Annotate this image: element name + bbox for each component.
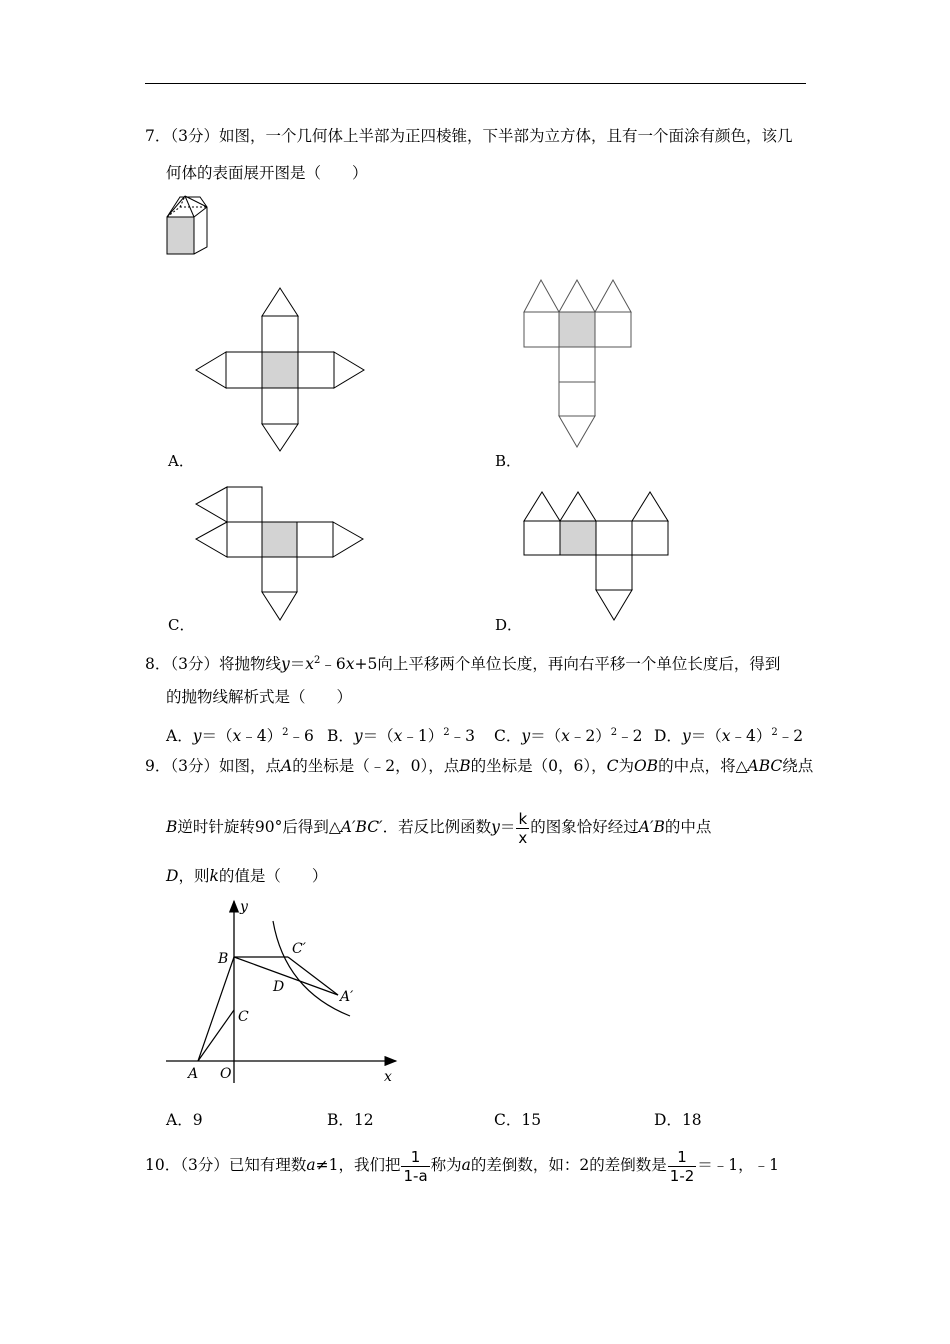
q9-t2-AB: A′B — [638, 818, 665, 836]
q10-number: 10． — [145, 1156, 181, 1174]
q9-frac-den: x — [518, 828, 528, 847]
q8-option-d-tail: ﹣2 — [777, 727, 804, 745]
q9-t2c: 的图象恰好经过 — [530, 818, 639, 836]
q9-option-d-value: 18 — [681, 1111, 702, 1129]
q8-option-a[interactable] — [166, 723, 314, 746]
q8-option-a-body: ﹣4） — [241, 727, 283, 745]
q9-option-c-value: 15 — [521, 1111, 542, 1129]
q9-t1-ABC: ABC — [747, 757, 783, 775]
q9-label-x: x — [384, 1069, 392, 1085]
q7-option-a[interactable]: A． — [168, 452, 194, 470]
q8-option-b-sup: 2 — [443, 727, 450, 738]
q10-frac1-num: 1 — [401, 1148, 429, 1167]
q8-option-c-tail: ﹣2 — [617, 727, 643, 745]
q8-line2: 的抛物线解析式是（ ） — [166, 688, 353, 706]
q7-solid-figure — [160, 190, 220, 260]
q9-t1-B: B — [459, 757, 471, 775]
q9-label-d: D — [273, 979, 285, 995]
q9-t1c: 的坐标是（0，6）， — [470, 757, 607, 775]
q9-label-a: A — [188, 1066, 199, 1082]
q7-text-1: 如图，一个几何体上半部为正四棱锥，下半部为立方体，且有一个面涂有颜色，该几 — [219, 127, 793, 145]
q8-option-b-x: x — [393, 727, 403, 745]
q9-option-a[interactable] — [166, 1110, 203, 1130]
q8-option-b-body: ﹣1） — [402, 727, 444, 745]
q10-te: ＝﹣1，﹣1 — [697, 1156, 780, 1174]
q10-var-a2: a — [461, 1156, 471, 1174]
q9-t2b: ．若反比例函数 — [382, 818, 492, 836]
q9-option-d[interactable] — [654, 1110, 702, 1130]
q8-minus6: ﹣6 — [320, 655, 346, 673]
q9-t2-eq: ＝ — [499, 818, 516, 836]
q10-line1 — [145, 1146, 779, 1185]
q9-option-c[interactable] — [494, 1110, 541, 1130]
q10-fraction-2 — [668, 1148, 697, 1185]
q10-frac1-den: 1-a — [403, 1166, 428, 1185]
q9-t3a: ，则 — [178, 867, 210, 885]
q9-option-c-label: C． — [494, 1111, 522, 1129]
q8-option-c[interactable] — [494, 723, 643, 746]
q8-option-d-x: x — [721, 727, 731, 745]
q8-option-a-mid: ＝（ — [201, 727, 233, 745]
q8-option-c-x: x — [561, 727, 570, 745]
q10-td: 的差倒数，如：2的差倒数是 — [470, 1156, 667, 1174]
q9-t3b: 的值是（ ） — [218, 867, 328, 885]
q8-option-d-mid: ＝（ — [690, 727, 722, 745]
q8-sup: 2 — [314, 655, 321, 666]
q8-eq: ＝ — [289, 655, 306, 673]
q10-frac2-den: 1-2 — [669, 1166, 695, 1185]
q7-option-d[interactable]: D． — [495, 616, 523, 634]
q9-label-o: O — [220, 1066, 232, 1082]
q9-t1e: 的中点，将△ — [658, 757, 748, 775]
q10-score: （3分） — [180, 1156, 229, 1174]
q9-coordinate-figure — [160, 895, 405, 1090]
q8-option-c-sup: 2 — [610, 727, 618, 738]
q7-line1 — [145, 126, 793, 146]
q9-line2 — [166, 808, 711, 847]
q10-fraction-1 — [401, 1148, 429, 1185]
q8-option-c-body: ﹣2） — [569, 727, 611, 745]
q8-option-b-label: B． — [327, 727, 354, 745]
q9-t1-OB: OB — [633, 757, 659, 775]
q8-option-c-mid: ＝（ — [530, 727, 562, 745]
q9-label-c: C — [238, 1009, 249, 1025]
q8-plus5: +5 — [354, 655, 378, 673]
header-rule — [145, 83, 806, 84]
q9-t1-C: C — [606, 757, 619, 775]
q9-score: （3分） — [170, 757, 219, 775]
q7-net-c — [190, 484, 370, 624]
q9-t2-A: A′BC′ — [340, 818, 383, 836]
q10-tc: 称为 — [430, 1156, 462, 1174]
q8-option-d-label: D． — [654, 727, 682, 745]
q7-score: （3分） — [170, 127, 219, 145]
q10-var-a: a — [306, 1156, 316, 1174]
q9-t1-A: A — [281, 757, 293, 775]
q10-tb: ≠1，我们把 — [315, 1156, 401, 1174]
q8-score: （3分） — [170, 655, 219, 673]
q9-t2-y: y — [491, 818, 500, 836]
q8-option-b[interactable] — [327, 723, 475, 746]
q8-option-c-label: C． — [494, 727, 522, 745]
q9-t2-B: B — [166, 818, 178, 836]
q7-net-b — [520, 275, 640, 450]
q9-option-d-label: D． — [654, 1111, 682, 1129]
q9-option-b-label: B． — [327, 1111, 354, 1129]
q7-option-c[interactable]: C． — [168, 616, 195, 634]
q8-option-a-tail: ﹣6 — [288, 727, 314, 745]
q8-option-d-body: ﹣4） — [730, 727, 772, 745]
q9-t2a: 逆时针旋转90°后得到△ — [177, 818, 341, 836]
q7-option-b[interactable]: B． — [495, 452, 522, 470]
q8-option-a-label: A． — [166, 727, 193, 745]
q7-line2: 何体的表面展开图是（ ） — [166, 164, 368, 182]
q8-line1 — [145, 651, 780, 674]
q9-label-y: y — [240, 899, 248, 915]
q9-number: 9． — [145, 757, 171, 775]
q9-option-a-label: A． — [166, 1111, 193, 1129]
q8-var-y: y — [281, 655, 290, 673]
q9-t1f: 绕点 — [782, 757, 814, 775]
q8-option-d-sup: 2 — [771, 727, 778, 738]
q8-option-b-mid: ＝（ — [362, 727, 394, 745]
q9-label-b: B — [218, 951, 229, 967]
q8-option-a-x: x — [232, 727, 242, 745]
q9-label-a-prime: A′ — [340, 989, 354, 1005]
q8-number: 8． — [145, 655, 171, 673]
q9-t1b: 的坐标是（﹣2，0），点 — [292, 757, 460, 775]
q9-option-a-value: 9 — [192, 1111, 203, 1129]
q9-label-c-prime: C′ — [292, 941, 306, 957]
q9-t3-k: k — [209, 867, 219, 885]
q8-option-d-y: y — [681, 727, 691, 745]
q9-option-b[interactable] — [327, 1110, 374, 1130]
q8-option-b-y: y — [353, 727, 363, 745]
q9-t2d: 的中点 — [664, 818, 712, 836]
q9-hyperbola-curve — [273, 921, 350, 1016]
q7-number: 7． — [145, 127, 171, 145]
q8-text-post: 向上平移两个单位长度，再向右平移一个单位长度后，得到 — [377, 655, 781, 673]
q8-option-d[interactable] — [654, 723, 803, 746]
q9-t1a: 如图，点 — [219, 757, 282, 775]
q7-net-a — [190, 285, 370, 455]
q9-t3-D: D — [166, 867, 179, 885]
q9-t1d: 为 — [618, 757, 634, 775]
q8-var-x2: x — [345, 655, 355, 673]
q8-var-x: x — [305, 655, 315, 673]
q10-frac2-num: 1 — [668, 1148, 697, 1167]
q8-option-a-y: y — [192, 727, 202, 745]
q9-fraction-k-over-x — [516, 810, 529, 847]
q10-ta: 已知有理数 — [228, 1156, 307, 1174]
q8-text-pre: 将抛物线 — [219, 655, 282, 673]
q9-frac-num: k — [516, 810, 529, 829]
q9-line1 — [145, 756, 813, 776]
q9-option-b-value: 12 — [353, 1111, 374, 1129]
q8-option-b-tail: ﹣3 — [449, 727, 476, 745]
q9-line3 — [166, 866, 327, 886]
q7-net-d — [520, 488, 675, 628]
q8-option-c-y: y — [521, 727, 531, 745]
q8-option-a-sup: 2 — [282, 727, 289, 738]
